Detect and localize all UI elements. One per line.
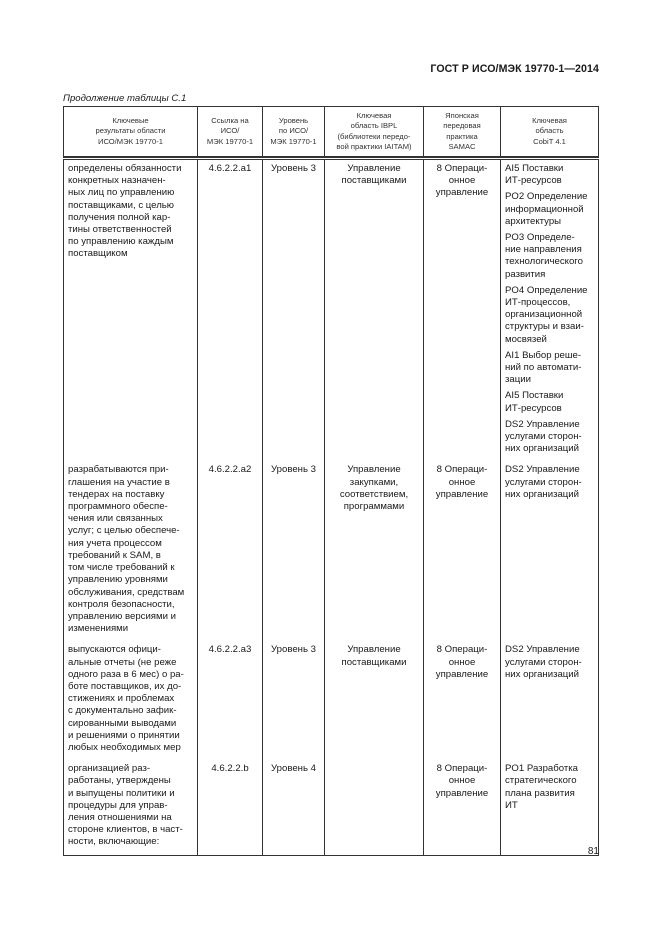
table-caption: Продолжение таблицы С.1 xyxy=(63,93,187,104)
cell-reference: 4.6.2.2.a1 xyxy=(198,159,263,462)
cell-samac: 8 Операци- онное управление xyxy=(424,159,501,462)
cell-samac: 8 Операци- онное управление xyxy=(424,760,501,855)
cell-samac: 8 Операци- онное управление xyxy=(424,641,501,760)
cell-result: определены обязанности конкретных назначен- ных лиц по управлению поставщиками, с целью получения полной кар- тины ответственностей по управлению каждым поставщиком xyxy=(64,159,198,462)
cobit-entry: DS2 Управление услугами сторон- них организаций xyxy=(505,464,582,500)
header-cobit: Ключевая область CobiT 4.1 xyxy=(501,107,599,157)
cell-level: Уровень 3 xyxy=(263,461,325,641)
cell-cobit xyxy=(501,760,599,855)
cell-cobit xyxy=(501,159,599,462)
cell-reference: 4.6.2.2.a2 xyxy=(198,461,263,641)
table-row xyxy=(64,461,599,641)
cobit-entry: DS2 Управление услугами сторон- них организаций xyxy=(505,644,582,680)
cobit-entry: AI1 Выбор реше- ний по автомати- зации xyxy=(505,349,582,386)
cell-result: выпускаются офици- альные отчеты (не реже одного раза в 6 мес) о ра- боте поставщиков, их до- стижениях и проблемах с документально зафик- сированными выводами и решениями о принятии любых необходимых мер xyxy=(64,641,198,760)
table-row xyxy=(64,159,599,462)
cell-ibpl xyxy=(325,760,424,855)
cell-reference: 4.6.2.2.b xyxy=(198,760,263,855)
mapping-table xyxy=(63,106,599,856)
table-row xyxy=(64,641,599,760)
cell-level: Уровень 3 xyxy=(263,641,325,760)
cell-level: Уровень 4 xyxy=(263,760,325,855)
cobit-entry: DS2 Управление услугами сторон- них организаций xyxy=(505,418,582,455)
cobit-entry: AI5 Поставки ИТ-ресурсов xyxy=(505,163,564,187)
table-header-row xyxy=(64,107,599,157)
cell-level: Уровень 3 xyxy=(263,159,325,462)
cell-result: разрабатываются при- глашения на участие в тендерах на поставку программного обеспе- чения или связанных услуг; с целью обеспече- ния учета процессом требований к SAM, в том числе требований к управлению уровнями обслуживания, средствам контроля безопасности, управлению версиями и изменениями xyxy=(64,461,198,641)
header-samac: Японская передовая практика SAMAC xyxy=(424,107,501,157)
cell-reference: 4.6.2.2.a3 xyxy=(198,641,263,760)
cobit-entry: AI5 Поставки ИТ-ресурсов xyxy=(505,390,564,414)
standard-header: ГОСТ Р ИСО/МЭК 19770-1—2014 xyxy=(430,63,599,75)
cell-ibpl: Управление закупками, соответствием, программами xyxy=(325,461,424,641)
cell-result: организацией раз- работаны, утверждены и выпущены политики и процедуры для управ- ления отношениями на стороне клиентов, в част- ности, включающие: xyxy=(64,760,198,855)
header-reference: Ссылка на ИСО/ МЭК 19770-1 xyxy=(198,107,263,157)
header-level: Уровень по ИСО/ МЭК 19770-1 xyxy=(263,107,325,157)
header-ibpl: Ключевая область IBPL (библиотеки передо- вой практики IAITAM) xyxy=(325,107,424,157)
header-results: Ключевые результаты области ИСО/МЭК 19770-1 xyxy=(64,107,198,157)
cell-cobit xyxy=(501,641,599,760)
cell-ibpl: Управление поставщиками xyxy=(325,159,424,462)
page-number: 81 xyxy=(587,846,599,857)
table-row xyxy=(64,760,599,855)
cell-samac: 8 Операци- онное управление xyxy=(424,461,501,641)
cobit-entry: PO4 Определение ИТ-процессов, организационной структуры и взаи- мосвязей xyxy=(505,284,588,345)
cobit-entry: PO2 Определение информационной архитектуры xyxy=(505,191,588,227)
cobit-entry: PO1 Разработка стратегического плана развития ИТ xyxy=(505,763,578,811)
cell-cobit xyxy=(501,461,599,641)
cell-ibpl: Управление поставщиками xyxy=(325,641,424,760)
cobit-entry: PO3 Определе- ние направления технологического развития xyxy=(505,232,583,280)
